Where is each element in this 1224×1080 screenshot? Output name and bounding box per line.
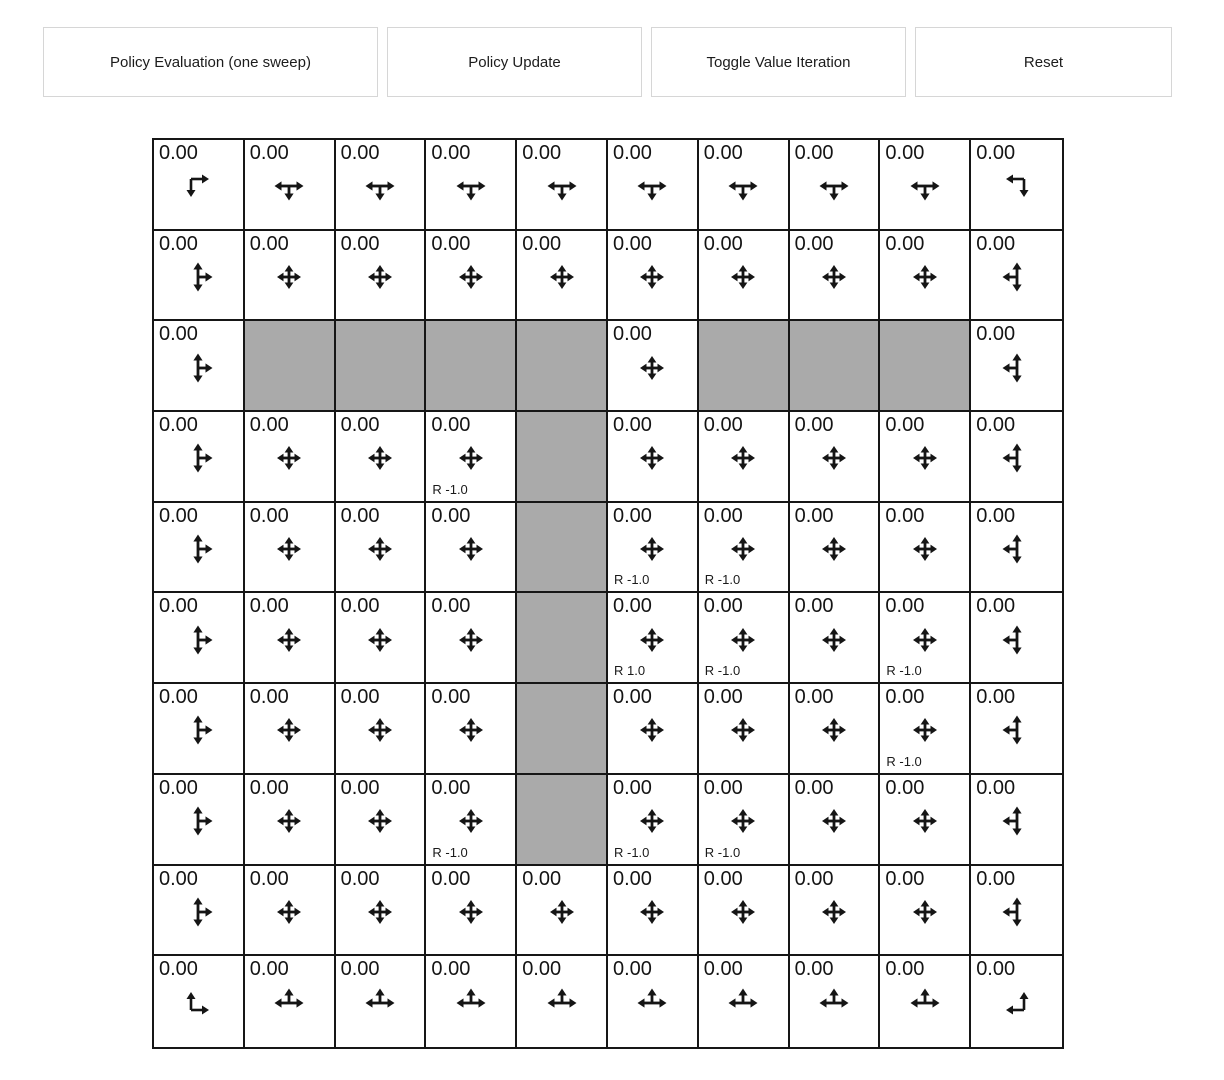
policy-arrows-icon [632, 529, 672, 569]
cell-value: 0.00 [703, 504, 743, 527]
policy-arrows-icon [269, 438, 309, 478]
policy-arrows-icon [814, 166, 854, 206]
policy-arrows-icon [632, 166, 672, 206]
grid-cell[interactable] [790, 140, 881, 231]
cell-value: 0.00 [794, 414, 834, 437]
cell-value: 0.00 [340, 776, 380, 799]
cell-value: 0.00 [703, 595, 743, 618]
policy-arrows-icon [723, 620, 763, 660]
cell-value: 0.00 [613, 142, 652, 164]
grid-cell[interactable] [971, 231, 1062, 322]
cell-value: 0.00 [431, 595, 471, 618]
grid-cell[interactable] [154, 956, 245, 1047]
grid-cell[interactable] [245, 593, 336, 684]
cell-value: 0.00 [249, 414, 289, 437]
cell-value: 0.00 [613, 595, 652, 618]
grid-cell[interactable] [608, 412, 699, 503]
grid-cell[interactable] [336, 231, 427, 322]
policy-arrows-icon [451, 166, 491, 206]
cell-value: 0.00 [885, 414, 925, 437]
cell-value: 0.00 [703, 232, 743, 255]
grid-cell[interactable] [245, 140, 336, 231]
cell-value: 0.00 [976, 142, 1016, 164]
policy-arrows-icon [814, 892, 854, 932]
policy-arrows-icon [814, 983, 854, 1023]
cell-value: 0.00 [976, 323, 1016, 346]
policy-arrows-icon [997, 620, 1037, 660]
policy-arrows-icon [360, 801, 400, 841]
grid-cell[interactable] [971, 503, 1062, 594]
grid-cell[interactable] [426, 412, 517, 503]
policy-arrows-icon [905, 710, 945, 750]
grid-cell[interactable] [517, 866, 608, 957]
policy-arrows-icon [997, 983, 1037, 1023]
policy-arrows-icon [814, 529, 854, 569]
grid-cell[interactable] [790, 503, 881, 594]
cell-value: 0.00 [340, 232, 380, 255]
policy-arrows-icon [723, 983, 763, 1023]
grid-cell[interactable] [880, 412, 971, 503]
policy-arrows-icon [360, 710, 400, 750]
policy-update-button[interactable]: Policy Update [387, 27, 642, 97]
grid-cell[interactable] [336, 503, 427, 594]
grid-cell[interactable] [245, 956, 336, 1047]
grid-cell[interactable] [426, 140, 517, 231]
cell-value: 0.00 [249, 686, 289, 709]
policy-arrows-icon [905, 257, 945, 297]
policy-arrows-icon [814, 710, 854, 750]
cell-value: 0.00 [522, 958, 562, 981]
cell-value: 0.00 [613, 958, 652, 981]
cell-value: 0.00 [794, 867, 834, 890]
policy-arrows-icon [814, 801, 854, 841]
cell-value: 0.00 [249, 958, 289, 981]
policy-arrows-icon [542, 892, 582, 932]
grid-cell[interactable] [154, 593, 245, 684]
cell-value: 0.00 [976, 776, 1016, 799]
cell-value: 0.00 [159, 958, 198, 981]
policy-arrows-icon [451, 710, 491, 750]
cell-value: 0.00 [794, 776, 834, 799]
wall-cell [336, 321, 427, 412]
cell-value: 0.00 [159, 686, 198, 709]
wall-cell [517, 503, 608, 594]
wall-cell [880, 321, 971, 412]
cell-value: 0.00 [613, 232, 652, 255]
cell-value: 0.00 [431, 504, 471, 527]
grid-cell[interactable] [880, 956, 971, 1047]
policy-arrows-icon [723, 166, 763, 206]
cell-value: 0.00 [340, 595, 380, 618]
grid-cell[interactable] [971, 412, 1062, 503]
cell-value: 0.00 [159, 232, 198, 255]
policy-arrows-icon [178, 620, 218, 660]
cell-value: 0.00 [794, 142, 834, 164]
policy-evaluation-button[interactable]: Policy Evaluation (one sweep) [43, 27, 378, 97]
policy-arrows-icon [178, 438, 218, 478]
policy-arrows-icon [905, 438, 945, 478]
grid-cell[interactable] [426, 503, 517, 594]
cell-reward: R -1.0 [704, 663, 741, 679]
grid-cell[interactable] [608, 593, 699, 684]
grid-cell[interactable] [880, 593, 971, 684]
wall-cell [517, 684, 608, 775]
policy-arrows-icon [451, 529, 491, 569]
grid-cell[interactable] [880, 140, 971, 231]
policy-arrows-icon [269, 892, 309, 932]
grid-cell[interactable] [971, 956, 1062, 1047]
policy-arrows-icon [997, 166, 1037, 206]
policy-arrows-icon [542, 257, 582, 297]
cell-value: 0.00 [976, 504, 1016, 527]
cell-value: 0.00 [431, 958, 471, 981]
cell-value: 0.00 [703, 414, 743, 437]
policy-arrows-icon [723, 892, 763, 932]
wall-cell [517, 775, 608, 866]
policy-arrows-icon [723, 801, 763, 841]
grid-cell[interactable] [245, 775, 336, 866]
cell-value: 0.00 [976, 414, 1016, 437]
grid-cell[interactable] [336, 956, 427, 1047]
grid-cell[interactable] [790, 412, 881, 503]
policy-arrows-icon [269, 983, 309, 1023]
cell-reward: R -1.0 [614, 572, 650, 588]
policy-arrows-icon [178, 529, 218, 569]
cell-reward: R -1.0 [432, 844, 468, 860]
grid-cell[interactable] [608, 684, 699, 775]
grid-cell[interactable] [426, 684, 517, 775]
cell-value: 0.00 [431, 142, 471, 164]
cell-value: 0.00 [885, 867, 925, 890]
grid-cell[interactable] [154, 412, 245, 503]
grid-cell[interactable] [971, 321, 1062, 412]
grid-cell[interactable] [426, 956, 517, 1047]
grid-cell[interactable] [880, 503, 971, 594]
policy-arrows-icon [814, 620, 854, 660]
policy-arrows-icon [360, 983, 400, 1023]
cell-value: 0.00 [431, 414, 471, 437]
cell-value: 0.00 [613, 323, 652, 346]
grid-cell[interactable] [426, 593, 517, 684]
grid-cell[interactable] [880, 866, 971, 957]
toolbar [43, 27, 1172, 97]
cell-value: 0.00 [703, 776, 743, 799]
cell-value: 0.00 [885, 142, 925, 164]
cell-value: 0.00 [703, 142, 743, 164]
grid-cell[interactable] [336, 140, 427, 231]
cell-value: 0.00 [976, 958, 1016, 981]
policy-arrows-icon [997, 257, 1037, 297]
policy-arrows-icon [451, 983, 491, 1023]
grid-cell[interactable] [699, 593, 790, 684]
policy-arrows-icon [451, 620, 491, 660]
cell-value: 0.00 [885, 504, 925, 527]
cell-reward: R -1.0 [704, 572, 741, 588]
policy-arrows-icon [905, 892, 945, 932]
policy-arrows-icon [360, 166, 400, 206]
cell-value: 0.00 [159, 504, 198, 527]
cell-value: 0.00 [159, 323, 198, 346]
grid-cell[interactable] [426, 231, 517, 322]
policy-arrows-icon [360, 529, 400, 569]
cell-reward: R -1.0 [432, 481, 468, 497]
cell-value: 0.00 [431, 686, 471, 709]
policy-arrows-icon [178, 983, 218, 1023]
cell-value: 0.00 [522, 142, 562, 164]
cell-value: 0.00 [613, 504, 652, 527]
grid-cell[interactable] [154, 140, 245, 231]
grid-cell[interactable] [426, 866, 517, 957]
grid-cell[interactable] [790, 956, 881, 1047]
grid-cell[interactable] [517, 956, 608, 1047]
cell-value: 0.00 [885, 958, 925, 981]
wall-cell [426, 321, 517, 412]
grid-cell[interactable] [336, 412, 427, 503]
cell-reward: R -1.0 [886, 753, 922, 769]
grid-cell[interactable] [699, 684, 790, 775]
cell-value: 0.00 [613, 414, 652, 437]
grid-cell[interactable] [336, 775, 427, 866]
cell-value: 0.00 [794, 595, 834, 618]
policy-arrows-icon [360, 257, 400, 297]
grid-cell[interactable] [699, 775, 790, 866]
cell-value: 0.00 [794, 958, 834, 981]
policy-arrows-icon [178, 257, 218, 297]
toggle-value-iteration-button[interactable]: Toggle Value Iteration [651, 27, 906, 97]
cell-reward: R -1.0 [886, 663, 922, 679]
policy-arrows-icon [723, 257, 763, 297]
cell-value: 0.00 [159, 142, 198, 164]
grid-cell[interactable] [880, 684, 971, 775]
cell-value: 0.00 [340, 142, 380, 164]
cell-value: 0.00 [159, 867, 198, 890]
grid-cell[interactable] [154, 684, 245, 775]
policy-arrows-icon [723, 438, 763, 478]
grid-cell[interactable] [154, 503, 245, 594]
cell-value: 0.00 [249, 142, 289, 164]
policy-arrows-icon [360, 892, 400, 932]
cell-value: 0.00 [794, 504, 834, 527]
policy-arrows-icon [632, 983, 672, 1023]
policy-arrows-icon [997, 529, 1037, 569]
cell-value: 0.00 [340, 414, 380, 437]
grid-cell[interactable] [971, 593, 1062, 684]
cell-value: 0.00 [340, 504, 380, 527]
grid-cell[interactable] [336, 866, 427, 957]
policy-arrows-icon [178, 710, 218, 750]
policy-arrows-icon [997, 801, 1037, 841]
cell-value: 0.00 [794, 232, 834, 255]
cell-value: 0.00 [794, 686, 834, 709]
cell-value: 0.00 [431, 232, 471, 255]
policy-arrows-icon [451, 257, 491, 297]
cell-value: 0.00 [522, 867, 562, 890]
grid-cell[interactable] [245, 412, 336, 503]
policy-arrows-icon [814, 257, 854, 297]
policy-arrows-icon [997, 892, 1037, 932]
grid-cell[interactable] [608, 231, 699, 322]
cell-value: 0.00 [885, 595, 925, 618]
grid-cell[interactable] [245, 231, 336, 322]
cell-value: 0.00 [885, 686, 925, 709]
cell-value: 0.00 [976, 867, 1016, 890]
policy-arrows-icon [269, 620, 309, 660]
grid-cell[interactable] [699, 140, 790, 231]
grid-cell[interactable] [517, 140, 608, 231]
grid-cell[interactable] [154, 321, 245, 412]
policy-arrows-icon [997, 438, 1037, 478]
policy-arrows-icon [632, 438, 672, 478]
grid-cell[interactable] [790, 593, 881, 684]
policy-arrows-icon [632, 710, 672, 750]
cell-reward: R -1.0 [704, 844, 741, 860]
grid-cell[interactable] [154, 775, 245, 866]
cell-value: 0.00 [340, 958, 380, 981]
cell-reward: R 1.0 [614, 663, 646, 679]
cell-value: 0.00 [249, 776, 289, 799]
grid-cell[interactable] [790, 231, 881, 322]
cell-value: 0.00 [159, 414, 198, 437]
policy-arrows-icon [905, 166, 945, 206]
wall-cell [245, 321, 336, 412]
policy-arrows-icon [905, 801, 945, 841]
grid-cell[interactable] [699, 231, 790, 322]
grid-cell[interactable] [699, 503, 790, 594]
wall-cell [517, 593, 608, 684]
grid-cell[interactable] [790, 775, 881, 866]
policy-arrows-icon [451, 801, 491, 841]
cell-value: 0.00 [976, 232, 1016, 255]
grid-cell[interactable] [971, 866, 1062, 957]
grid-cell[interactable] [245, 503, 336, 594]
cell-value: 0.00 [885, 776, 925, 799]
grid-cell[interactable] [245, 866, 336, 957]
grid-cell[interactable] [608, 321, 699, 412]
grid-cell[interactable] [608, 503, 699, 594]
policy-arrows-icon [178, 892, 218, 932]
cell-value: 0.00 [159, 595, 198, 618]
policy-arrows-icon [905, 620, 945, 660]
cell-value: 0.00 [249, 595, 289, 618]
policy-arrows-icon [269, 166, 309, 206]
policy-arrows-icon [905, 529, 945, 569]
cell-value: 0.00 [976, 686, 1016, 709]
grid-cell[interactable] [971, 684, 1062, 775]
cell-value: 0.00 [613, 867, 652, 890]
policy-arrows-icon [360, 438, 400, 478]
grid-cell[interactable] [699, 866, 790, 957]
cell-value: 0.00 [613, 686, 652, 709]
gridworld-board [152, 138, 1064, 1049]
policy-arrows-icon [269, 257, 309, 297]
policy-arrows-icon [542, 166, 582, 206]
policy-arrows-icon [451, 892, 491, 932]
policy-arrows-icon [814, 438, 854, 478]
cell-value: 0.00 [249, 232, 289, 255]
policy-arrows-icon [178, 801, 218, 841]
cell-value: 0.00 [431, 776, 471, 799]
grid-cell[interactable] [699, 956, 790, 1047]
grid-cell[interactable] [608, 866, 699, 957]
policy-arrows-icon [269, 710, 309, 750]
policy-arrows-icon [997, 710, 1037, 750]
grid-cell[interactable] [154, 231, 245, 322]
policy-arrows-icon [178, 348, 218, 388]
grid-cell[interactable] [971, 775, 1062, 866]
grid-cell[interactable] [880, 231, 971, 322]
cell-value: 0.00 [340, 686, 380, 709]
grid-cell[interactable] [790, 684, 881, 775]
grid-cell[interactable] [336, 593, 427, 684]
policy-arrows-icon [269, 529, 309, 569]
grid-cell[interactable] [245, 684, 336, 775]
cell-value: 0.00 [613, 776, 652, 799]
policy-arrows-icon [451, 438, 491, 478]
cell-value: 0.00 [885, 232, 925, 255]
cell-value: 0.00 [159, 776, 198, 799]
policy-arrows-icon [905, 983, 945, 1023]
wall-cell [699, 321, 790, 412]
policy-arrows-icon [997, 348, 1037, 388]
grid-cell[interactable] [790, 866, 881, 957]
grid-cell[interactable] [608, 956, 699, 1047]
cell-value: 0.00 [249, 867, 289, 890]
grid-cell[interactable] [699, 412, 790, 503]
cell-value: 0.00 [249, 504, 289, 527]
policy-arrows-icon [723, 710, 763, 750]
wall-cell [517, 412, 608, 503]
policy-arrows-icon [723, 529, 763, 569]
cell-value: 0.00 [703, 867, 743, 890]
policy-arrows-icon [360, 620, 400, 660]
wall-cell [790, 321, 881, 412]
cell-reward: R -1.0 [614, 844, 650, 860]
grid-cell[interactable] [154, 866, 245, 957]
wall-cell [517, 321, 608, 412]
policy-arrows-icon [632, 892, 672, 932]
cell-value: 0.00 [976, 595, 1016, 618]
policy-arrows-icon [178, 166, 218, 206]
grid-cell[interactable] [517, 231, 608, 322]
policy-arrows-icon [269, 801, 309, 841]
grid-cell[interactable] [880, 775, 971, 866]
policy-arrows-icon [632, 257, 672, 297]
cell-value: 0.00 [340, 867, 380, 890]
grid-cell[interactable] [336, 684, 427, 775]
grid-cell[interactable] [608, 775, 699, 866]
policy-arrows-icon [632, 348, 672, 388]
grid-cell[interactable] [971, 140, 1062, 231]
policy-arrows-icon [542, 983, 582, 1023]
policy-arrows-icon [632, 620, 672, 660]
cell-value: 0.00 [703, 686, 743, 709]
policy-arrows-icon [632, 801, 672, 841]
cell-value: 0.00 [431, 867, 471, 890]
grid-cell[interactable] [608, 140, 699, 231]
cell-value: 0.00 [522, 232, 562, 255]
grid-cell[interactable] [426, 775, 517, 866]
reset-button[interactable]: Reset [915, 27, 1172, 97]
cell-value: 0.00 [703, 958, 743, 981]
